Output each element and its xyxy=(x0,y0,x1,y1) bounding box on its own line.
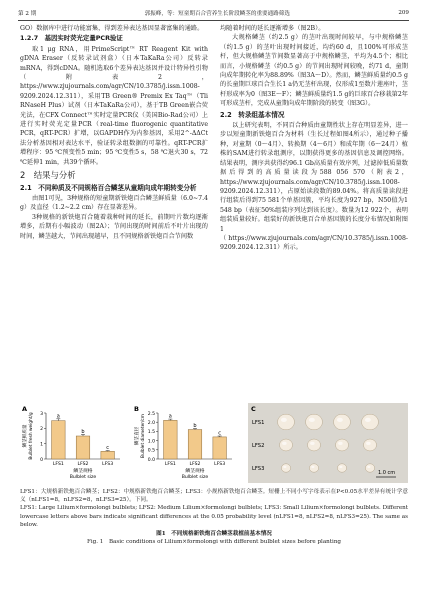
significance-letter: c xyxy=(218,430,222,437)
y-axis-label: 鳞茎直径 xyxy=(135,426,140,446)
caption-note-en: LFS1: Large Lilium×formolongi bulblets; LFS2: Medium Lilium×formolongi bulblets; LFS3: Small Lilium×formolongi bulblets. Different lowercase letters above bars indicate significant differences at the 0.05 probability level (nLFS1=8, nLFS2=8, nLFS3=25). The same as below. xyxy=(20,505,408,528)
caption-title-cn: 图1 不同规格新铁炮百合鳞茎栽植前基本情况 xyxy=(156,531,272,538)
running-header xyxy=(18,8,409,18)
paragraph: 由图1可见，3种规格的短童期新铁炮百合鳞茎鲜质量（6.0~7.4 g）及直径（1.2~2.2 cm）存在显著差异。 xyxy=(20,194,208,212)
bulblet xyxy=(306,414,323,430)
section-heading-2-2: 2.2 转录组基本情况 xyxy=(220,110,285,119)
bulblet xyxy=(362,414,379,430)
y-tick-label: 1.0 xyxy=(147,439,155,445)
y-tick-label: 2.5 xyxy=(147,411,155,417)
significance-letter: c xyxy=(106,445,110,452)
x-axis-label: 鳞茎规格 xyxy=(73,469,93,474)
bar xyxy=(188,430,202,459)
x-tick-label: LFS1 xyxy=(52,462,64,467)
x-axis-label-en: Bulblet size xyxy=(181,475,209,480)
left-column xyxy=(20,24,208,241)
y-tick-label: 0 xyxy=(40,457,43,463)
bulblet-highlight xyxy=(310,442,315,445)
bulblet xyxy=(278,414,295,430)
x-tick-label: LFS2 xyxy=(189,462,201,467)
scale-label: 1.0 cm xyxy=(378,470,396,476)
bulblet xyxy=(281,464,290,472)
section-heading-1-2-7: 1.2.7 基因实时荧光定量PCR验证 xyxy=(20,34,123,43)
bulblet xyxy=(334,414,351,430)
significance-letter: a xyxy=(168,413,172,420)
bulblet xyxy=(309,464,318,472)
row-label: LFS1 xyxy=(252,420,265,426)
bulblet-highlight xyxy=(339,466,342,468)
paragraph: 大规格鳞茎（约2.5 g）的茎叶出现时间较早，与中规格鳞茎（约1.5 g）的茎叶出现时间接近，均约60 d，且100%可形成茎杆，但大规格鳞茎节间数显著高于中规格鳞茎，平均为4.5个；相比而言，小规格鳞茎（约0.5 g）的节间出现时间较晚，约71 d，童期向成年期转化率为88.89%（图3A～D）。然而，鳞茎鲜质量约0.5 g的长童期巨球百合生长1 a仍无茎杆出现，仅形成1至数片莲座叶，茎杆形成率为0（图3E～F）；鳞茎鲜质量约1.5 g的巨球百合移栽第2年可形成茎杆，完成从童期向成年期阶段的转变（图3G）。 xyxy=(220,34,408,108)
page-issue: 第 2 期 xyxy=(18,11,37,17)
bar xyxy=(76,436,90,459)
header-rule xyxy=(18,20,409,21)
row-label: LFS3 xyxy=(252,466,265,472)
x-axis-label: 鳞茎规格 xyxy=(185,469,205,474)
bulblet xyxy=(365,464,374,472)
bar-chart-fresh-weight xyxy=(20,403,125,483)
y-tick-label: 1 xyxy=(40,442,43,448)
y-axis-label: 鳞茎鲜质量 xyxy=(23,424,28,448)
panel-letter: B xyxy=(134,405,139,413)
panel-a xyxy=(20,403,125,483)
page-number: 209 xyxy=(398,10,409,16)
right-column xyxy=(220,24,408,253)
x-tick-label: LFS3 xyxy=(214,462,226,467)
x-tick-label: LFS2 xyxy=(77,462,89,467)
y-tick-label: 0.5 xyxy=(147,448,155,454)
panel-letter: C xyxy=(251,405,256,413)
paragraph: 以上研究表明，不同百合种质由童期性状上存在明显差异，进一步以短童期新铁炮百合为材料（生长过程如图4所示），通过种子播种，对童期（0～4月）、转换期（4～6月）和成年期（6～24月）植株的SAM进行转录组测序，以期获得更多的基因信息及调控网络。结果表明，测序共获得约96.1 Gb高质量有效序列，过滤掉低质量数据后得到的高质量读段为588 056 570（附表2，https://www.zjujournals.com/agr/CN/10.3785/j.issn.1008-9209.2024.12.311），占原始读段数的89.04%。将高质量读段进行组装后得到75 581个单基因簇，平均长度为927 bp，N50值为1 548 bp（表征50%组装序列达到该长度）。数量为12 922个，表明组装质量较好。组装好的新铁炮百合单基因簇的长度分布情况如附图1（https://www.zjujournals.com/agr/CN/10.3785/j.issn.1008-9209.2024.12.311）所示。 xyxy=(220,122,408,252)
bulblet-highlight xyxy=(367,466,370,468)
significance-letter: b xyxy=(81,428,85,435)
bulblet-highlight xyxy=(282,442,287,445)
paragraph: GO）数据库中进行功能富集，得到差异表达基因显著富集的通路。 xyxy=(20,25,204,32)
panel-letter: A xyxy=(22,405,28,413)
x-tick-label: LFS1 xyxy=(164,462,176,467)
y-tick-label: 0.0 xyxy=(147,457,155,463)
section-heading-2-1: 2.1 不同种质及不同规格百合鳞茎从童期向成年期转变分析 xyxy=(20,183,197,192)
paragraph: 3种规格的新铁炮百合随着栽种时间的延长，前期叶片数均逐渐增多，后期有小幅波动（图2A）；节间出现的时间前后不叶片出现的时间，鳞茎越大，节间出现越早，且不同规格新铁炮百合节间数 xyxy=(20,213,208,240)
row-label: LFS2 xyxy=(252,443,265,449)
bulblet-photo xyxy=(248,403,408,483)
figure-caption xyxy=(20,488,408,546)
x-axis-label-en: Bulblet size xyxy=(69,475,97,480)
bulblet-highlight xyxy=(366,442,371,445)
bar xyxy=(213,437,227,459)
bar xyxy=(101,451,115,459)
paragraph: 均随着时间的延长逐渐增多（图2B）。 xyxy=(220,25,325,32)
caption-note-cn: LFS1：大规格新铁炮百合鳞茎；LFS2：中规格新铁炮百合鳞茎；LFS3：小规格新铁炮百合鳞茎。短栅上不同小写字母表示在P<0.05水平差异有统计学意义（nLFS1=8，nLFS2=8，nLFS3=25）。下同。 xyxy=(20,489,408,504)
bar xyxy=(164,420,178,459)
bulblet-highlight xyxy=(311,466,314,468)
y-tick-label: 2.0 xyxy=(147,421,155,426)
section-heading-results: 2 结果与分析 xyxy=(20,170,76,181)
y-axis-label-en: Bulblet fresh weight/g xyxy=(29,412,34,460)
bulblet-highlight xyxy=(338,442,343,445)
y-tick-label: 3 xyxy=(40,411,43,417)
figure-1 xyxy=(20,403,408,483)
bar xyxy=(52,421,66,459)
paragraph: 取1 μg RNA，用PrimeScript™ RT Reagent Kit with gDNA Eraser（反转录试剂盒）（日本TaKaRa公司）反转录mRNA，得到cDNA。随机选取6个差异表达基因并设计特异性引物（附表2，https://www.zjujournals.com/agr/CN/10.3785/j.issn.1008-9209.2024.12.311），采用TB Green® Premix Ex Taq™（Tli RNaseH Plus）试剂（日本TaKaRa公司），基于TB Green嵌合荧光法，在CFX Connect™实时定量PCR仪（美国Bio-Rad公司）上进行实时荧光定量PCR（real-time fluorogenic quantitative PCR，qRT-PCR）扩增，以GAPDH作为内参基因，采用2^-ΔΔCt法分析基因相对表达水平，验证转录组数据的可靠性。qRT-PCR扩增程序：95 ℃预变性5 min；95 ℃变性5 s，58 ℃退火30 s，72 ℃延伸1 min，共39个循环。 xyxy=(20,45,208,166)
caption-title-en: Fig. 1 Basic conditions of Lilium×formolongi with different bulblet sizes before planting xyxy=(86,539,342,546)
bulblet-highlight xyxy=(337,418,343,422)
bulblet-highlight xyxy=(283,466,286,468)
significance-letter: a xyxy=(56,413,60,420)
bulblet xyxy=(280,439,293,451)
bulblet-highlight xyxy=(281,418,287,422)
panel-c-photo xyxy=(248,403,408,483)
y-axis-label-en: Bulblet diameter/cm xyxy=(141,414,146,458)
bulblet xyxy=(308,439,321,451)
bulblet-highlight xyxy=(309,418,315,422)
y-tick-label: 1.5 xyxy=(147,430,155,436)
x-tick-label: LFS3 xyxy=(102,462,114,467)
panel-b xyxy=(132,403,237,483)
significance-letter: b xyxy=(193,422,197,429)
running-title: 郭振峰，等：短童期百合营养生长阶段鳞茎的重要通路筛选 xyxy=(144,11,291,17)
bulblet xyxy=(336,439,349,451)
y-tick-label: 2 xyxy=(40,427,43,433)
bulblet xyxy=(337,464,346,472)
bulblet-highlight xyxy=(365,418,371,422)
bulblet xyxy=(364,439,377,451)
bar-chart-diameter xyxy=(132,403,237,483)
